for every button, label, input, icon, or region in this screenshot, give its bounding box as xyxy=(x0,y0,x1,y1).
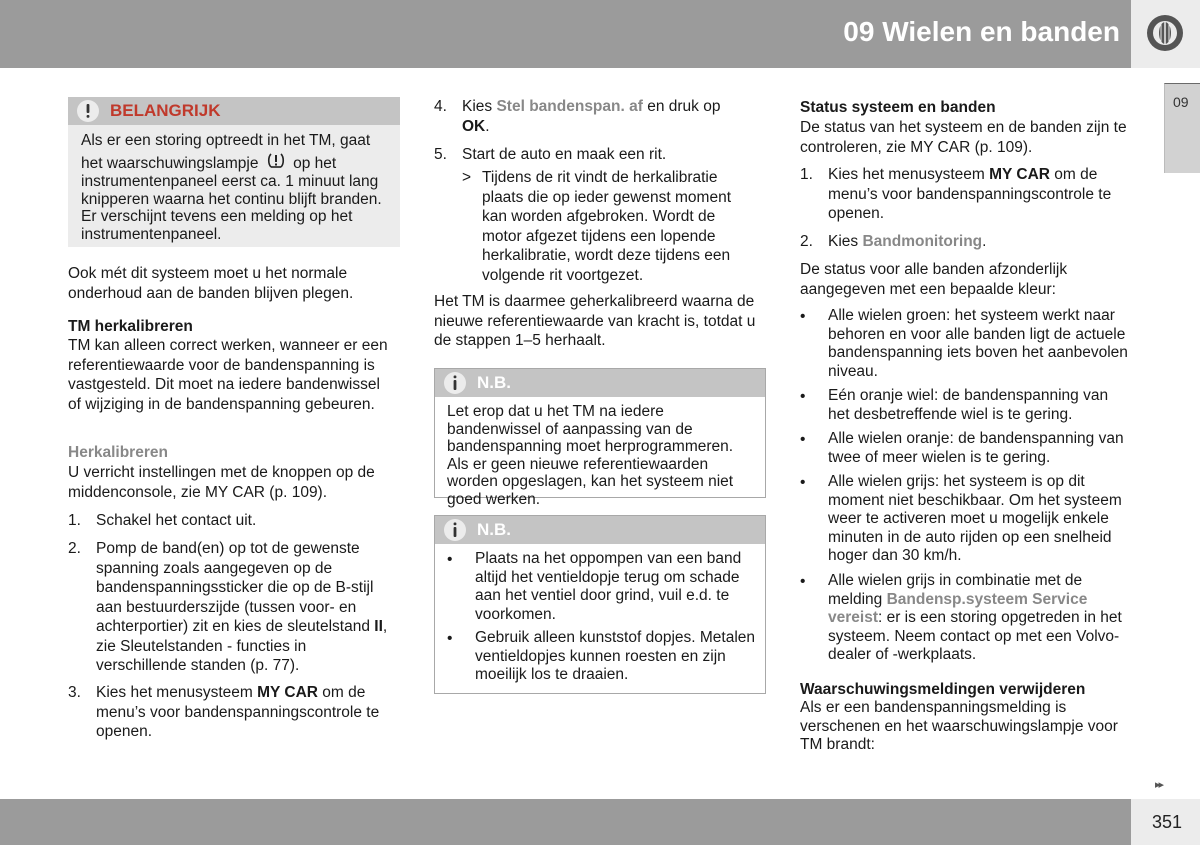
status-bullet-2-text: Eén oranje wiel: de bandenspanning van het desbetreffende wiel is te gering. xyxy=(828,387,1109,423)
note-box-1 xyxy=(434,368,766,508)
status-bullet-3-text: Alle wielen oranje: de bandenspanning van twee of meer wielen is te gering. xyxy=(828,430,1124,466)
important-box xyxy=(68,97,400,247)
warnings-heading: Waarschuwingsmeldingen verwijderen xyxy=(800,681,1086,698)
status-step-1-number: 1. xyxy=(800,166,813,183)
warnings-text: Als er een bandenspanningsmelding is verschenen en het waarschuwingslampje voor TM brandt: xyxy=(800,699,1118,753)
step-4-text-a: Kies xyxy=(462,98,497,115)
note-2-bullet-1-text: Plaats na het oppompen van een band altijd het ventieldopje terug om schade aan het ventiel door grind, vuil e.d. te voorkomen. xyxy=(475,550,742,623)
next-page-marker: ▸▸ xyxy=(1155,779,1163,791)
step-3-number: 3. xyxy=(68,684,81,701)
status-step-2-text-b: . xyxy=(982,233,987,250)
important-line-2 xyxy=(81,152,395,174)
page-number: 351 xyxy=(1151,812,1182,832)
step-3-text-a: Kies het menusysteem xyxy=(96,684,258,701)
recalibrate-text: TM kan alleen correct werken, wanneer er een referentiewaarde voor de bandenspanning is vastgesteld. Dit moet na iedere bandenwissel of wijziging in de bandenspanning gebeuren. xyxy=(68,337,388,413)
step-5-number: 5. xyxy=(434,146,447,163)
bullet-dot: • xyxy=(800,308,806,325)
note-1-text: Let erop dat u het TM na iedere bandenwissel of aanpassing van de bandenspanning moet herprogrammeren. Als er geen nieuwe referentiewaarden worden opgeslagen, kan het systeem niet goed werken. xyxy=(447,403,734,508)
status-step-2-number: 2. xyxy=(800,233,813,250)
herkalibreren-text: U verricht instellingen met de knoppen op de middenconsole, zie MY CAR (p. 109). xyxy=(68,464,375,501)
status-bullet-4-text: Alle wielen grijs: het systeem is op dit moment niet beschikbaar. Om het systeem weer te activeren moet u mogelijk enkele minuten in de auto rijden op een snelheid hoger dan 30 km/h. xyxy=(828,473,1122,564)
note-box-1-header xyxy=(435,369,765,397)
step-2-text-b: , zie Sleutelstanden - functies in verschillende standen (p. 77). xyxy=(96,618,388,674)
bullet-dot: • xyxy=(447,630,453,647)
step-4-text-b: en druk op xyxy=(642,98,721,115)
important-text xyxy=(81,131,395,243)
menu-my-car: MY CAR xyxy=(257,684,318,701)
ok-key: OK xyxy=(462,117,486,135)
status-step-1-text-a: Kies het menusysteem xyxy=(828,166,990,183)
important-label: BELANGRIJK xyxy=(110,101,221,120)
status-step-1-text xyxy=(828,165,1130,224)
key-position: II xyxy=(374,618,383,635)
menu-my-car: MY CAR xyxy=(989,166,1050,183)
recalibrate-heading: TM herkalibreren xyxy=(68,318,193,335)
info-icon xyxy=(443,371,467,395)
menu-stel-bandenspan: Stel bandenspan. af xyxy=(496,98,643,115)
tpms-warning-lamp-icon xyxy=(266,152,286,170)
important-line-1: Als er een storing optreedt in het TM, gaat xyxy=(81,132,371,149)
step-5-text: Start de auto en maak een rit. xyxy=(462,146,667,163)
step-2-text-a: Pomp de band(en) op tot de gewenste spanning zoals aangegeven op de bandenspanningssticker die op de B-stijl aan bestuurderszijde (tussen voor- en achterportier) zit en kies de sleutelstand xyxy=(96,540,375,635)
status-step-2-text-a: Kies xyxy=(828,233,863,250)
step-2-number: 2. xyxy=(68,540,81,557)
step-4-text xyxy=(462,97,752,136)
note-2-bullet-2-text: Gebruik alleen kunststof dopjes. Metalen ventieldopjes kunnen roesten en zijn moeilijk los te draaien. xyxy=(475,629,756,683)
important-box-header xyxy=(68,97,400,125)
note-1-label: N.B. xyxy=(477,373,511,392)
tire-icon xyxy=(1145,13,1185,53)
bullet-dot: • xyxy=(447,551,453,568)
important-rest: instrumentenpaneel eerst ca. 1 minuut lang knipperen waarna het continu blijft branden. Er verschijnt tevens een melding op het instrumentenpaneel. xyxy=(81,173,382,243)
important-line-2a: het waarschuwingslampje xyxy=(81,154,259,172)
message-service-required: Bandensp.systeem Service vereist xyxy=(828,590,1088,626)
bullet-dot: • xyxy=(800,388,806,405)
chapter-title: 09 Wielen en banden xyxy=(843,16,1120,47)
note-box-2 xyxy=(434,515,766,694)
recalibrated-paragraph: Het TM is daarmee geherkalibreerd waarna de nieuwe referentiewaarde van kracht is, totdat u de stappen 1–5 herhaalt. xyxy=(434,293,756,349)
step-2-text xyxy=(96,539,398,676)
chapter-side-tab-label: 09 xyxy=(1173,94,1189,110)
result-marker: > xyxy=(462,169,472,186)
status-step-2-text xyxy=(828,232,1128,252)
step-3-text xyxy=(96,683,400,742)
bullet-dot: • xyxy=(800,431,806,448)
warning-exclamation-icon xyxy=(76,99,100,123)
step-4-text-c: . xyxy=(485,117,490,135)
chapter-side-tab xyxy=(1164,83,1200,173)
step-1-number: 1. xyxy=(68,512,81,529)
important-line-2b: op het xyxy=(293,154,337,172)
page-header xyxy=(0,0,1200,68)
bullet-dot: • xyxy=(800,474,806,491)
status-step-1-text-b: om de menu’s voor bandenspanningscontrole te openen. xyxy=(828,166,1112,222)
herkalibreren-heading: Herkalibreren xyxy=(68,444,168,461)
status-bullet-5-text-a: Alle wielen grijs in combinatie met de melding xyxy=(828,572,1083,608)
maintenance-paragraph: Ook mét dit systeem moet u het normale onderhoud aan de banden blijven plegen. xyxy=(68,265,354,302)
result-text: Tijdens de rit vindt de herkalibratie plaats die op ieder gewenst moment kan worden afgebroken. Wordt de motor afgezet tijdens een lopende herkalibratie, wordt deze tijdens een volgende rit voortgezet. xyxy=(482,169,732,284)
step-1-text: Schakel het contact uit. xyxy=(96,512,257,529)
status-text: De status van het systeem en de banden zijn te controleren, zie MY CAR (p. 109). xyxy=(800,119,1127,156)
status-bullet-1-text: Alle wielen groen: het systeem werkt naar behoren en voor alle banden ligt de actuele bandenspanning iets boven het aanbevolen niveau. xyxy=(828,307,1128,380)
note-2-label: N.B. xyxy=(477,520,511,539)
status-intro: De status voor alle banden afzonderlijk aangegeven met een bepaalde kleur: xyxy=(800,261,1068,298)
status-bullet-5-text-b: : er is een storing opgetreden in het systeem. Neem contact op met een Volvo-dealer of -werkplaats. xyxy=(828,609,1122,663)
step-3-text-b: om de menu’s voor bandenspanningscontrole te openen. xyxy=(96,684,380,740)
menu-bandmonitoring: Bandmonitoring xyxy=(862,233,983,250)
info-icon xyxy=(443,518,467,542)
chapter-icon-box xyxy=(1131,0,1200,68)
note-box-2-header xyxy=(435,516,765,544)
status-bullet-5-text xyxy=(828,572,1130,665)
status-heading: Status systeem en banden xyxy=(800,99,996,116)
page-number-box xyxy=(1131,799,1200,845)
step-4-number: 4. xyxy=(434,98,447,115)
page-footer xyxy=(0,799,1200,845)
bullet-dot: • xyxy=(800,573,806,590)
